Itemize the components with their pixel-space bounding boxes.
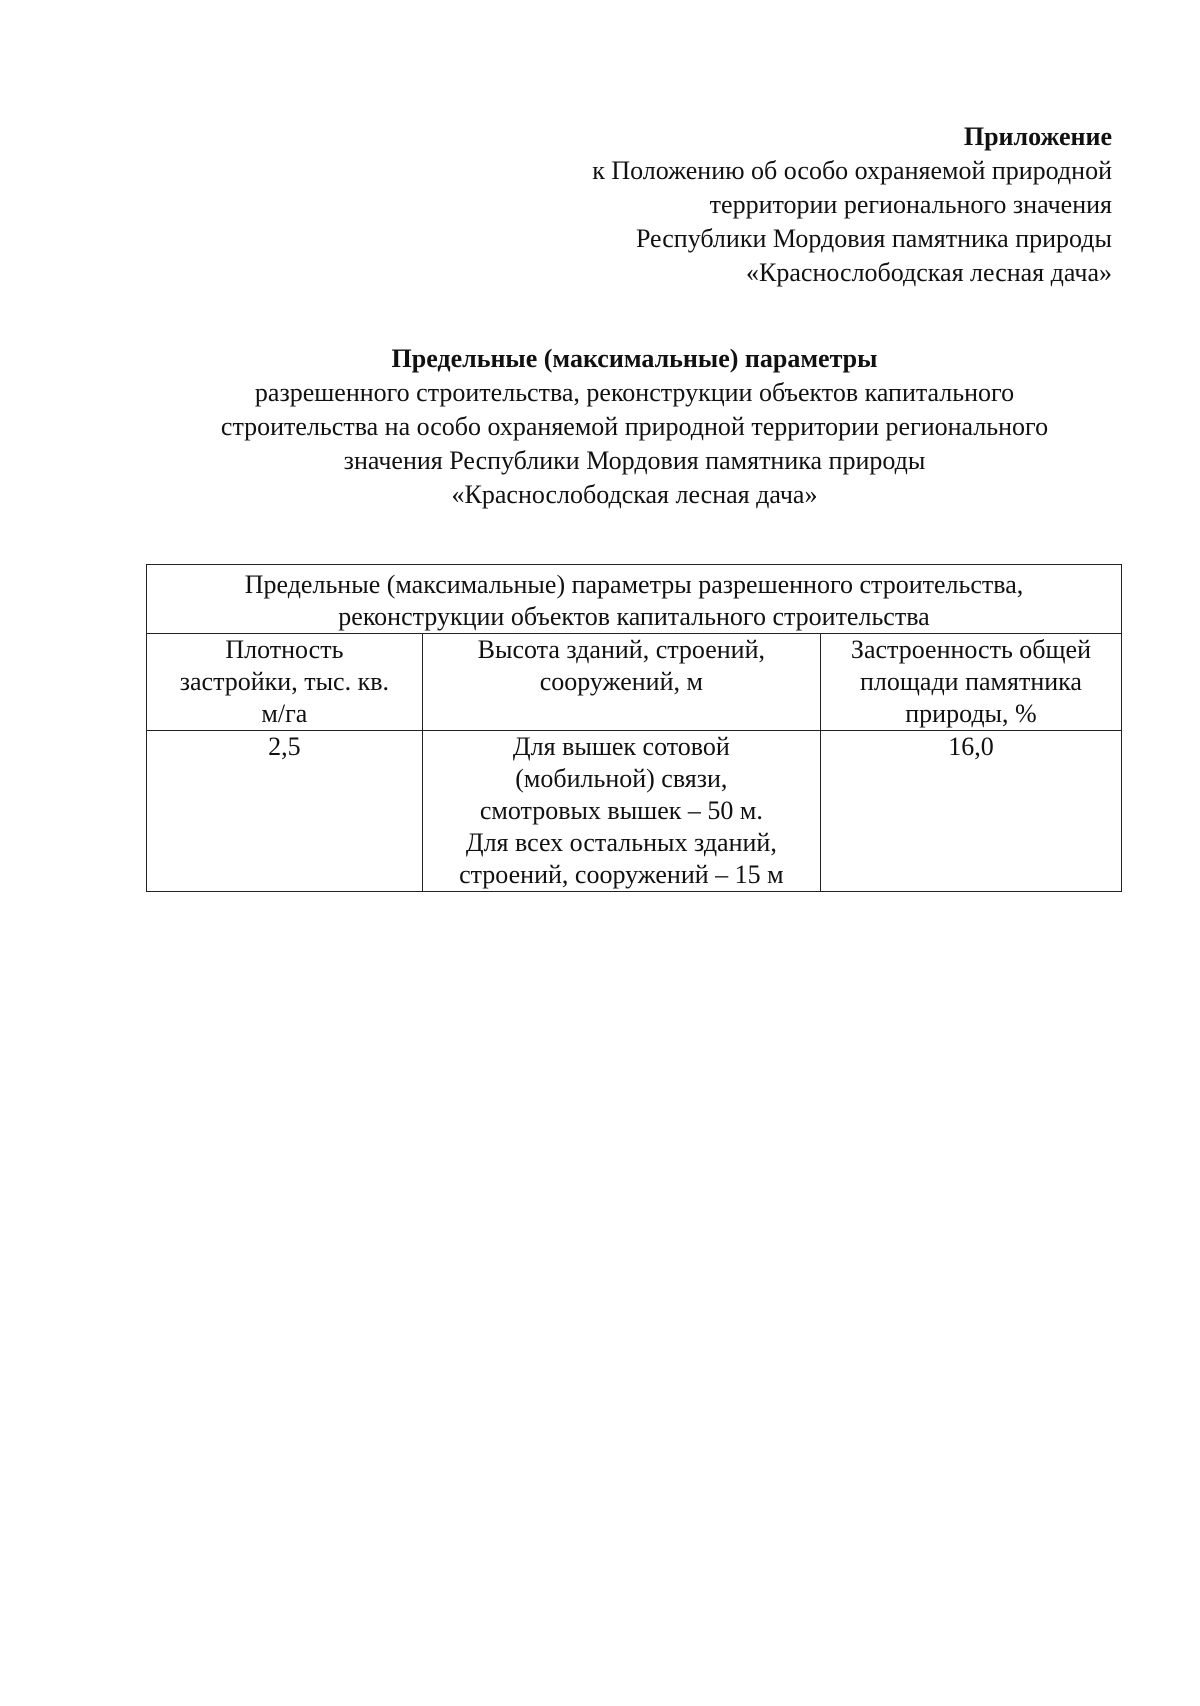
cell-height-line: строений, сооружений – 15 м — [459, 860, 784, 889]
annex-block — [592, 120, 1112, 290]
cell-density-value: 2,5 — [268, 732, 301, 761]
column-header-line: Застроенность общей — [850, 635, 1092, 664]
heading-line: строительства на особо охраняемой природной территории регионального — [220, 412, 1049, 441]
column-header-height — [422, 634, 820, 731]
cell-height-line: Для вышек сотовой — [512, 732, 730, 761]
column-header-line: Высота зданий, строений, — [477, 635, 766, 664]
heading-line: «Краснослободская лесная дача» — [451, 480, 818, 509]
cell-height-line: Для всех остальных зданий, — [465, 828, 777, 857]
column-header-built-up — [820, 634, 1121, 731]
table-header-row — [147, 565, 1122, 634]
column-header-line: застройки, тыс. кв. — [179, 667, 390, 696]
heading-title: Предельные (максимальные) параметры — [391, 344, 878, 373]
document-heading — [0, 342, 1200, 512]
table-header-line: реконструкции объектов капитального строительства — [338, 602, 930, 631]
column-header-line: сооружений, м — [539, 667, 703, 696]
cell-density — [147, 731, 423, 892]
annex-line: «Краснослободская лесная дача» — [746, 258, 1112, 287]
column-header-line: площади памятника — [860, 667, 1082, 696]
column-header-line: м/га — [261, 699, 308, 728]
annex-title: Приложение — [963, 122, 1112, 151]
annex-line: Республики Мордовия памятника природы — [635, 224, 1112, 253]
parameters-table — [146, 564, 1122, 892]
table-column-header-row — [147, 634, 1122, 731]
table-header-cell — [147, 565, 1122, 634]
annex-line: к Положению об особо охраняемой природной — [592, 156, 1112, 185]
column-header-line: Плотность — [225, 635, 344, 664]
heading-line: разрешенного строительства, реконструкции объектов капитального — [254, 378, 1015, 407]
cell-height — [422, 731, 820, 892]
table-row — [147, 731, 1122, 892]
cell-height-line: (мобильной) связи, — [515, 764, 728, 793]
heading-line: значения Республики Мордовия памятника природы — [343, 446, 926, 475]
cell-built-up — [820, 731, 1121, 892]
column-header-density — [147, 634, 423, 731]
cell-height-line: смотровых вышек – 50 м. — [479, 796, 763, 825]
table-header-line: Предельные (максимальные) параметры разрешенного строительства, — [244, 570, 1024, 599]
annex-line: территории регионального значения — [709, 190, 1112, 219]
column-header-line: природы, % — [905, 699, 1037, 728]
cell-built-up-value: 16,0 — [948, 732, 994, 761]
